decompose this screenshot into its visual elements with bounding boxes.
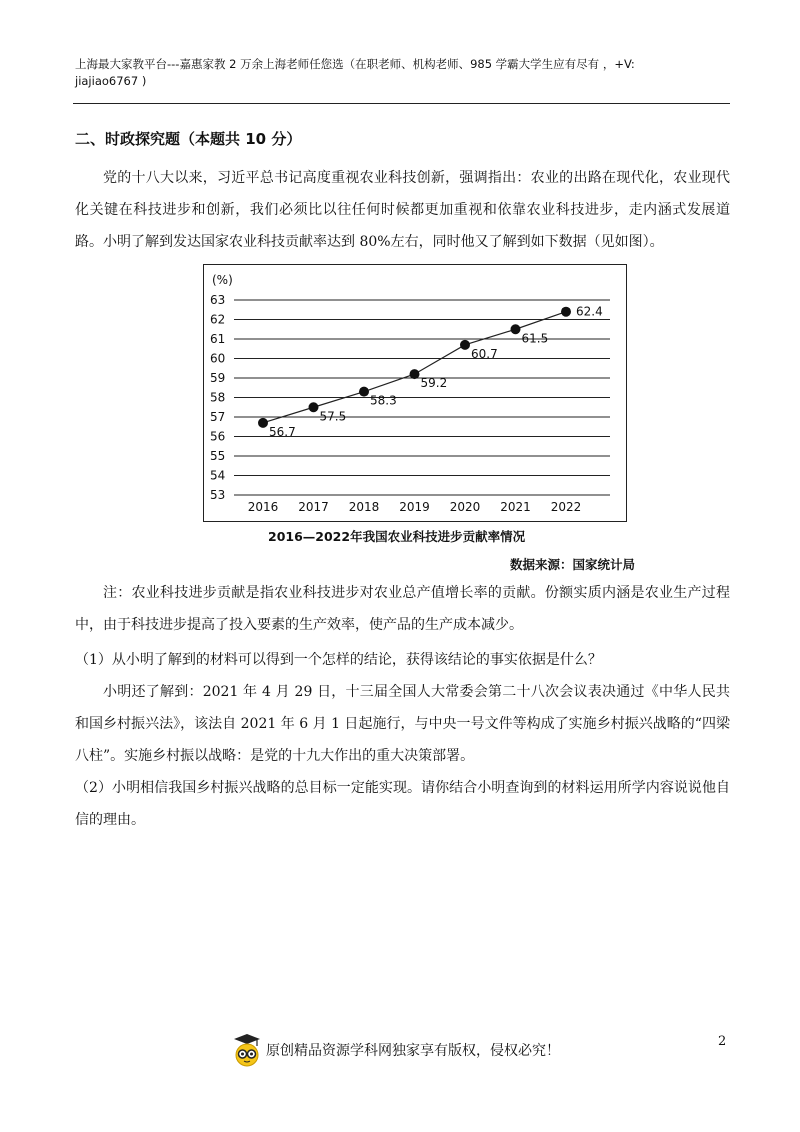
intro-paragraph: 党的十八大以来，习近平总书记高度重视农业科技创新，强调指出：农业的出路在现代化，农业现代化关键在科技进步和创新，我们必须比以往任何时候都更加重视和依靠农业科技进步，走内涵式发展道路。: [75, 170, 730, 250]
y-tick-label: 54: [210, 468, 226, 483]
data-label: 60.7: [471, 346, 498, 361]
y-tick-label: 53: [210, 488, 226, 502]
chart-caption: 2016—2022年我国农业科技进步贡献率情况: [268, 529, 526, 544]
series-line: [263, 312, 566, 423]
data-point: [359, 387, 369, 397]
x-tick-label: 2016: [247, 500, 279, 514]
data-point: [561, 307, 571, 317]
data-point: [410, 369, 420, 379]
x-tick-label: 2020: [449, 500, 481, 514]
grid-lines: [234, 300, 610, 495]
x-tick-label: 2019: [399, 500, 430, 514]
y-unit-label: (%): [212, 273, 233, 287]
header-line-2: jiajiao6767 ): [75, 74, 147, 88]
y-tick-label: 61: [210, 332, 226, 346]
header-divider: [73, 103, 730, 104]
y-tick-label: 55: [210, 449, 226, 463]
y-tick-labels: [210, 293, 225, 502]
y-tick-label: 62: [210, 312, 226, 327]
data-label: 62.4: [576, 304, 603, 319]
data-point: [258, 418, 268, 428]
data-labels: [269, 305, 603, 439]
y-tick-label: 58: [210, 390, 226, 405]
x-tick-label: 2022: [550, 500, 582, 514]
y-tick-label: 56: [210, 429, 226, 444]
data-point: [309, 402, 319, 412]
data-label: 58.3: [370, 393, 397, 408]
y-tick-label: 63: [210, 293, 226, 307]
data-intro-paragraph: 小明了解到发达国家农业科技贡献率达到 80%左右，同时他又了解到如下数据（见如图）。: [103, 234, 664, 250]
law-paragraph: 小明还了解到：2021 年 4 月 29 日，十三届全国人大常委会第二十八次会议表决通过《中华人民共和国乡村振兴法》，该法自 2021 年 6 月 1 日起施行，与中央一号文件等构成了实施乡村振兴战略的“四梁八柱”。实施乡村振以战略：是党的十九大作出的重大决策部署。: [75, 684, 730, 764]
data-label: 59.2: [420, 376, 448, 391]
data-point: [511, 324, 521, 334]
x-tick-labels: [248, 500, 582, 514]
chart-source: 数据来源：国家统计局: [510, 557, 636, 572]
owl-logo-icon: [232, 1033, 262, 1067]
x-tick-label: 2018: [348, 500, 380, 514]
note-paragraph: 注：农业科技进步贡献是指农业科技进步对农业总产值增长率的贡献。份额实质内涵是农业生产过程中，由于科技进步提高了投入要素的生产效率，使产品的生产成本减少。: [75, 585, 730, 633]
line-chart: [203, 264, 627, 522]
page-header: [75, 56, 730, 90]
y-tick-label: 60: [210, 351, 226, 366]
data-point: [460, 340, 470, 350]
question-1: （1）从小明了解到的材料可以得到一个怎样的结论，获得该结论的事实依据是什么？: [75, 652, 602, 668]
page-number: 2: [718, 1034, 727, 1049]
data-label: 57.5: [319, 409, 347, 424]
chart-canvas: [204, 265, 628, 523]
section-title: 二、时政探究题（本题共 10 分）: [75, 130, 302, 148]
question-2: （2）小明相信我国乡村振兴战略的总目标一定能实现。请你结合小明查询到的材料运用所学内容说说他自信的理由。: [75, 780, 730, 828]
y-tick-label: 57: [210, 410, 226, 424]
y-tick-label: 59: [210, 371, 226, 385]
data-label: 61.5: [521, 331, 549, 346]
data-label: 56.7: [269, 424, 296, 439]
x-tick-label: 2017: [298, 500, 329, 514]
footer-copyright: 原创精品资源学科网独家享有版权，侵权必究！: [266, 1043, 560, 1059]
page-footer: [232, 1033, 560, 1067]
header-line-1: 上海最大家教平台---嘉惠家教 2 万余上海老师任您选（在职老师、机构老师、985 学霸大学生应有尽有 ，+V:: [75, 57, 635, 71]
x-tick-label: 2021: [500, 500, 531, 514]
